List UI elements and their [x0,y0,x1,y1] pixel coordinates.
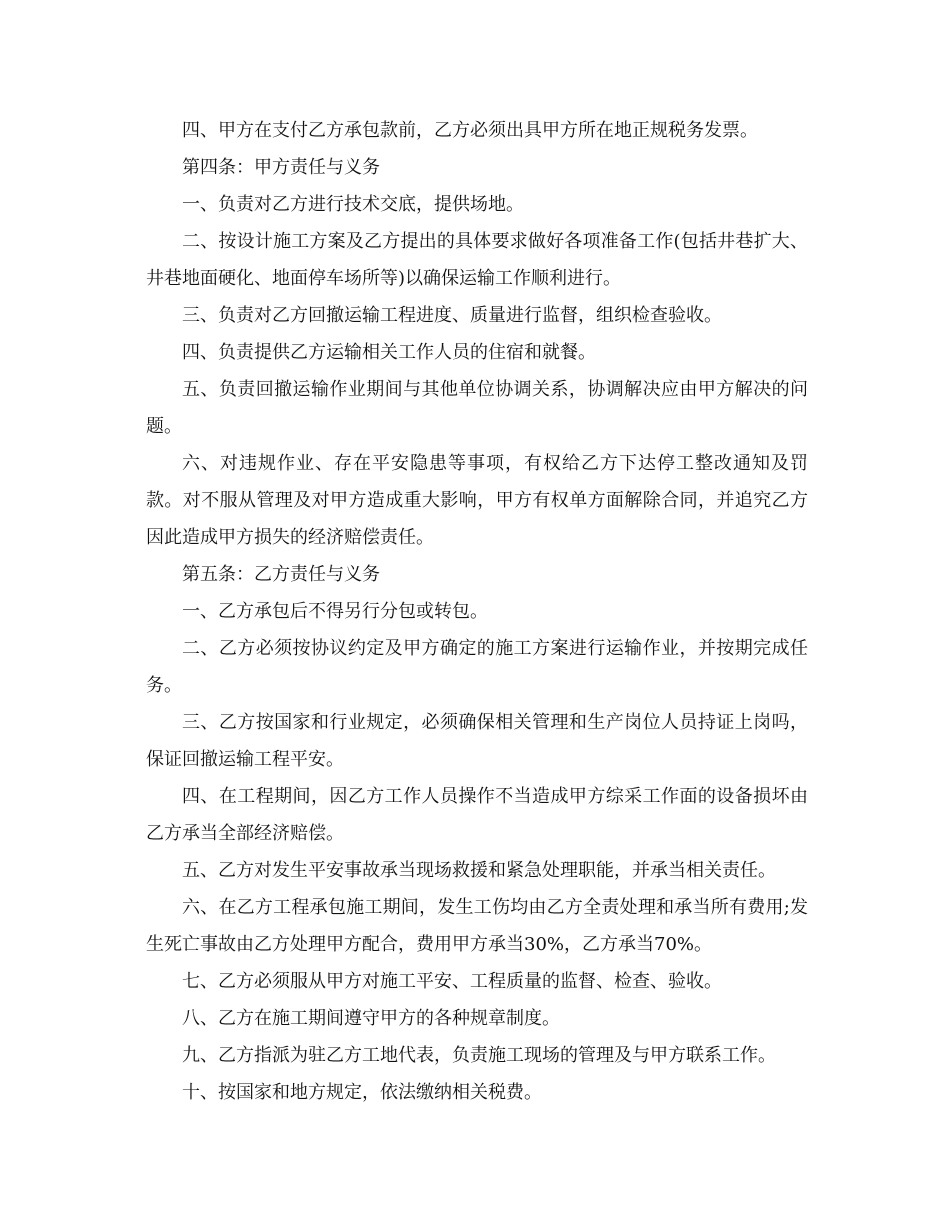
section-heading-article-4: 第四条：甲方责任与义务 [182,157,380,178]
clause-paragraph: 四、在工程期间，因乙方工作人员操作不当造成甲方综采工作面的设备损坏由乙方承当全部经济赔偿。 [146,786,808,844]
clause-paragraph: 三、负责对乙方回撤运输工程进度、质量进行监督，组织检查验收。 [182,305,722,326]
clause-paragraph: 五、乙方对发生平安事故承当现场救援和紧急处理职能，并承当相关责任。 [182,860,776,881]
clause-paragraph: 一、负责对乙方进行技术交底，提供场地。 [182,194,524,215]
clause-paragraph: 十、按国家和地方规定，依法缴纳相关税费。 [182,1082,542,1103]
clause-paragraph: 六、对违规作业、存在平安隐患等事项，有权给乙方下达停工整改通知及罚款。对不服从管理及对甲方造成重大影响，甲方有权单方面解除合同，并追究乙方因此造成甲方损失的经济赔偿责任。 [146,453,808,548]
clause-paragraph: 八、乙方在施工期间遵守甲方的各种规章制度。 [182,1008,560,1029]
clause-paragraph: 九、乙方指派为驻乙方工地代表，负责施工现场的管理及与甲方联系工作。 [182,1045,776,1066]
clause-paragraph: 二、乙方必须按协议约定及甲方确定的施工方案进行运输作业，并按期完成任务。 [146,638,808,696]
clause-paragraph: 五、负责回撤运输作业期间与其他单位协调关系，协调解决应由甲方解决的问题。 [146,379,808,437]
clause-paragraph: 七、乙方必须服从甲方对施工平安、工程质量的监督、检查、验收。 [182,971,722,992]
clause-paragraph: 二、按设计施工方案及乙方提出的具体要求做好各项准备工作(包括井巷扩大、井巷地面硬化、地面停车场所等)以确保运输工作顺利进行。 [146,231,808,289]
clause-paragraph: 三、乙方按国家和行业规定，必须确保相关管理和生产岗位人员持证上岗吗，保证回撤运输工程平安。 [146,712,808,770]
clause-paragraph: 一、乙方承包后不得另行分包或转包。 [182,601,488,622]
clause-paragraph: 四、甲方在支付乙方承包款前，乙方必须出具甲方所在地正规税务发票。 [182,120,758,141]
clause-paragraph: 六、在乙方工程承包施工期间，发生工伤均由乙方全责处理和承当所有费用;发生死亡事故由乙方处理甲方配合，费用甲方承当30%，乙方承当70%。 [146,897,808,955]
document-body [146,112,808,1111]
clause-paragraph: 四、负责提供乙方运输相关工作人员的住宿和就餐。 [182,342,596,363]
section-heading-article-5: 第五条：乙方责任与义务 [182,564,380,585]
